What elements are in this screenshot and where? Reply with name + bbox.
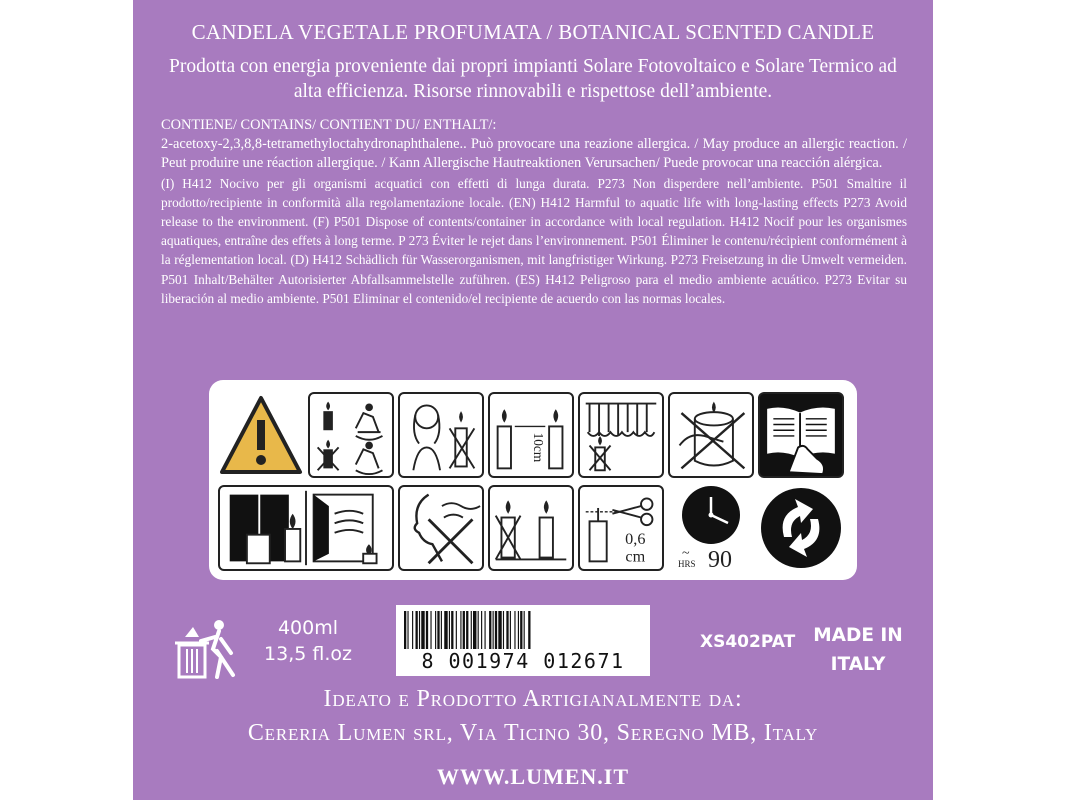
barcode-bar [498, 611, 501, 649]
distance-label: 10cm [530, 432, 546, 463]
barcode-bar [430, 611, 431, 649]
barcode-bar [460, 611, 461, 649]
no-candle-on-candle-icon [488, 485, 574, 571]
do-not-touch-candle-icon [668, 392, 754, 478]
warning-triangle-icon [218, 392, 304, 478]
barcode-bar [473, 611, 476, 649]
safety-icons-row-1 [218, 392, 844, 478]
barcode-bar [407, 611, 408, 649]
safety-icons-row-2 [218, 485, 844, 571]
wick-size-label: 0,6 [625, 530, 646, 549]
product-info-row [133, 605, 933, 685]
hours-value: 90 [708, 547, 732, 571]
hours-tilde: ~ [682, 546, 690, 561]
barcode-bar [435, 611, 436, 649]
barcode-bar [426, 611, 428, 649]
contains-heading: CONTIENE/ CONTAINS/ CONTIENT DU/ ENTHALT/: [161, 117, 497, 133]
allergen-warning: 2-acetoxy-2,3,8,8-tetramethyloctahydronaphthalene.. Può provocare una reazione allergica. / May produce an allergic reaction. / Peut produire une réaction allergique. / Kann Allergische Hautreaktionen Verursachen/ Puede provocar una reacción alérgica. [161, 136, 907, 172]
barcode-bar [524, 611, 525, 649]
barcode-bar [478, 611, 479, 649]
avoid-drafts-icon [218, 485, 394, 571]
barcode-bar [419, 611, 420, 649]
barcode-bar [493, 611, 494, 649]
barcode [396, 605, 650, 676]
barcode-bar [503, 611, 504, 649]
made-in-italy [798, 621, 918, 679]
volume-info [253, 615, 363, 667]
barcode-bar [441, 611, 442, 649]
barcode-bar [520, 611, 522, 649]
barcode-bar [485, 611, 486, 649]
legal-text-block [161, 116, 907, 308]
barcode-bar [518, 611, 519, 649]
barcode-bar [421, 611, 424, 649]
barcode-bar [412, 611, 413, 649]
candle-distance-icon [488, 392, 574, 478]
keep-away-from-curtains-icon [578, 392, 664, 478]
barcode-bars [404, 611, 642, 649]
barcode-number: 8 001974 012671 [421, 649, 625, 673]
barcode-bar [456, 611, 457, 649]
barcode-bar [489, 611, 491, 649]
volume-floz: 13,5 fl.oz [264, 643, 352, 665]
barcode-bar [495, 611, 497, 649]
barcode-bar [514, 611, 515, 649]
keep-away-from-children-icon [398, 392, 484, 478]
product-code: XS402PAT [700, 632, 796, 652]
safety-icons-panel [209, 380, 857, 580]
recycle-symbol-icon [758, 485, 844, 571]
read-instructions-icon [758, 392, 844, 478]
barcode-bar [510, 611, 511, 649]
barcode-bar [528, 611, 530, 649]
barcode-bar [444, 611, 447, 649]
barcode-bar [463, 611, 465, 649]
hazard-statements: (I) H412 Nocivo per gli organismi acquatici con effetti di lunga durata. P273 Non disperdere nell’ambiente. P501 Smaltire il prodotto/recipiente in conformità alla regolamentazione locale. (EN) H412 Harmful to aquatic life with long-lasting effects P273 Avoid release to the environment. (F) P501 Dispose of contents/container in accordance with local regulation. H412 Nocif pour les organismes aquatiques, entraîne des effets à long terme. P 273 Éviter le rejet dans l’environnement. P501 Éliminer le contenu/récipient conformément à la réglementation local. (D) H412 Schädlich für Wasserorganismen, mit langfristiger Wirkung. P273 Freisetzung in die Umwelt vermeiden. P501 Inhalt/Behälter Autorisierter Abfallsammelstelle zuführen. (ES) H412 Peligroso para el medio ambiente acuático. P273 Evitar su liberación al medio ambiente. P501 Eliminar el contenido/el recipiente de acuerdo con las normas locales. [161, 175, 907, 306]
barcode-bar [449, 611, 450, 649]
manufacturer-footer [133, 682, 933, 790]
barcode-bar [437, 611, 439, 649]
burn-time-clock-icon [668, 485, 754, 571]
barcode-bar [466, 611, 468, 649]
wick-unit-label: cm [625, 547, 646, 566]
barcode-bar [471, 611, 472, 649]
barcode-bar [506, 611, 508, 649]
barcode-bar [416, 611, 418, 649]
dispose-in-bin-icon [173, 617, 243, 681]
barcode-bar [451, 611, 453, 649]
hours-label: HRS [678, 559, 696, 569]
manufacturer-line-1: Ideato e Prodotto Artigianalmente da: [323, 686, 743, 712]
barcode-bar [481, 611, 482, 649]
do-not-breathe-smoke-icon [398, 485, 484, 571]
volume-ml: 400ml [277, 617, 339, 639]
no-candle-near-sleep-icon [308, 392, 394, 478]
product-title: CANDELA VEGETALE PROFUMATA / BOTANICAL SCENTED CANDLE [191, 20, 875, 44]
barcode-bar [404, 611, 406, 649]
trim-wick-icon [578, 485, 664, 571]
manufacturer-address: Cereria Lumen srl, Via Ticino 30, Seregno MB, Italy [247, 720, 819, 746]
energy-statement: Prodotta con energia proveniente dai propri impianti Solare Fotovoltaico e Solare Termico ad alta efficienza. Risorse rinnovabili e rispettose dell’ambiente. [169, 56, 897, 102]
made-in-line-2: ITALY [830, 654, 886, 675]
made-in-line-1: MADE IN [813, 625, 903, 646]
website-link[interactable]: WWW.LUMEN.IT [436, 764, 630, 789]
candle-label [133, 0, 933, 800]
